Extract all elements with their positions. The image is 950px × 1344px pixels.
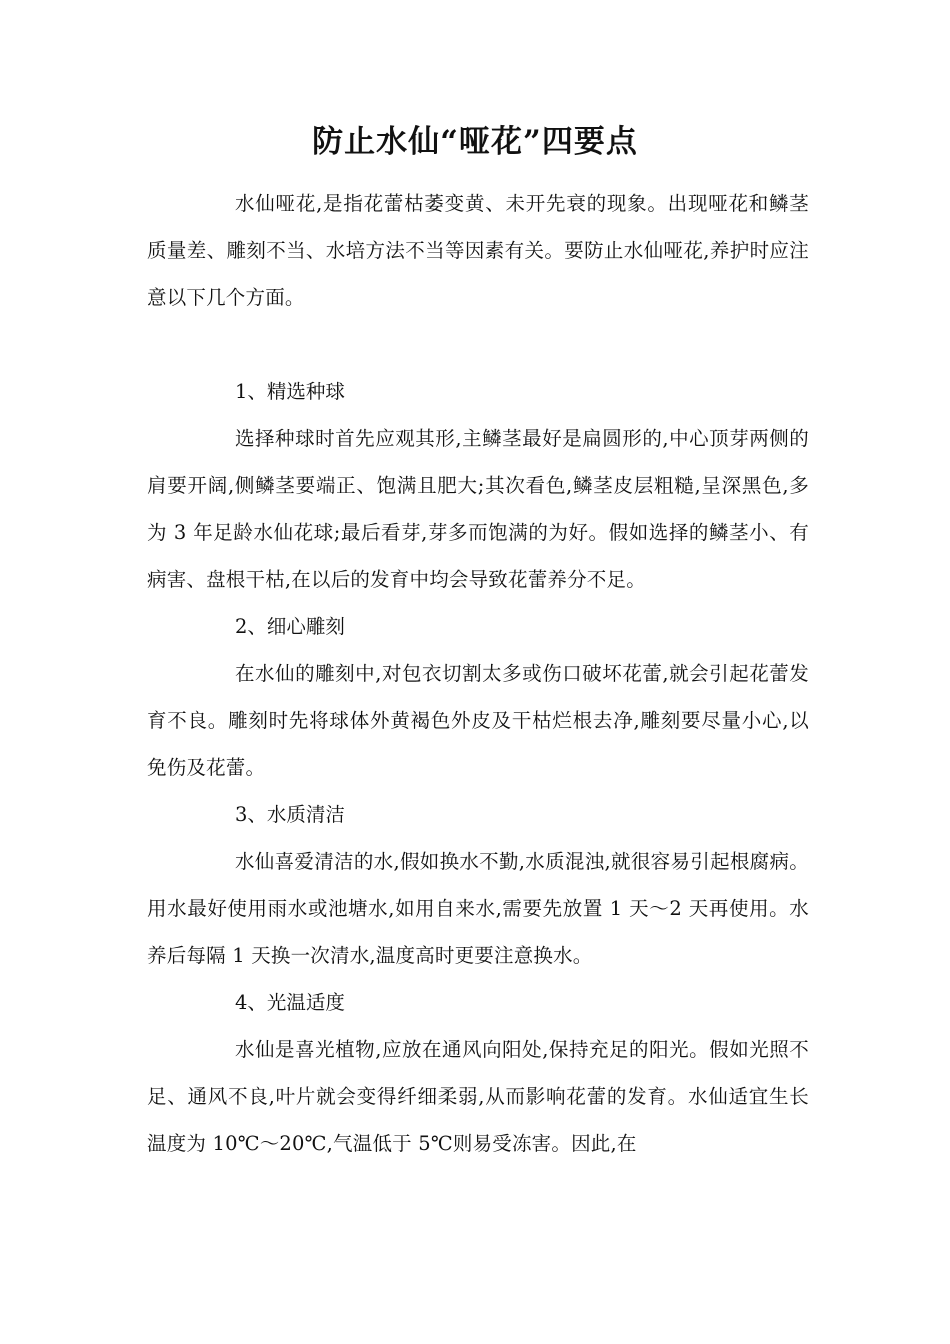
- section-heading-2: 2、细心雕刻: [235, 615, 345, 638]
- section-text-4: 水仙是喜光植物,应放在通风向阳处,保持充足的阳光。假如光照不足、通风不良,叶片就会变得纤细柔弱,从而影响花蕾的发育。水仙适宜生长温度为 10℃～20℃,气温低于 5℃则易受冻害。因此,在: [147, 1038, 809, 1155]
- section-text-2: 在水仙的雕刻中,对包衣切割太多或伤口破坏花蕾,就会引起花蕾发育不良。雕刻时先将球体外黄褐色外皮及干枯烂根去净,雕刻要尽量小心,以免伤及花蕾。: [147, 662, 809, 779]
- section-text-1: 选择种球时首先应观其形,主鳞茎最好是扁圆形的,中心顶芽两侧的肩要开阔,侧鳞茎要端正、饱满且肥大;其次看色,鳞茎皮层粗糙,呈深黑色,多为 3 年足龄水仙花球;最后看芽,芽多而饱满的为好。假如选择的鳞茎小、有病害、盘根干枯,在以后的发育中均会导致花蕾养分不足。: [147, 427, 809, 591]
- intro-paragraph: 水仙哑花,是指花蕾枯萎变黄、未开先衰的现象。出现哑花和鳞茎质量差、雕刻不当、水培方法不当等因素有关。要防止水仙哑花,养护时应注意以下几个方面。: [147, 192, 809, 309]
- document-body: [147, 180, 809, 1167]
- blank-line: [147, 321, 809, 368]
- section-heading-1: 1、精选种球: [235, 380, 345, 403]
- section-text-3: 水仙喜爱清洁的水,假如换水不勤,水质混浊,就很容易引起根腐病。用水最好使用雨水或池塘水,如用自来水,需要先放置 1 天～2 天再使用。水养后每隔 1 天换一次清水,温度高时更要注意换水。: [147, 850, 809, 967]
- section-heading-4: 4、光温适度: [235, 991, 345, 1014]
- section-heading-3: 3、水质清洁: [235, 803, 345, 826]
- document-title: 防止水仙“哑花”四要点: [312, 124, 638, 160]
